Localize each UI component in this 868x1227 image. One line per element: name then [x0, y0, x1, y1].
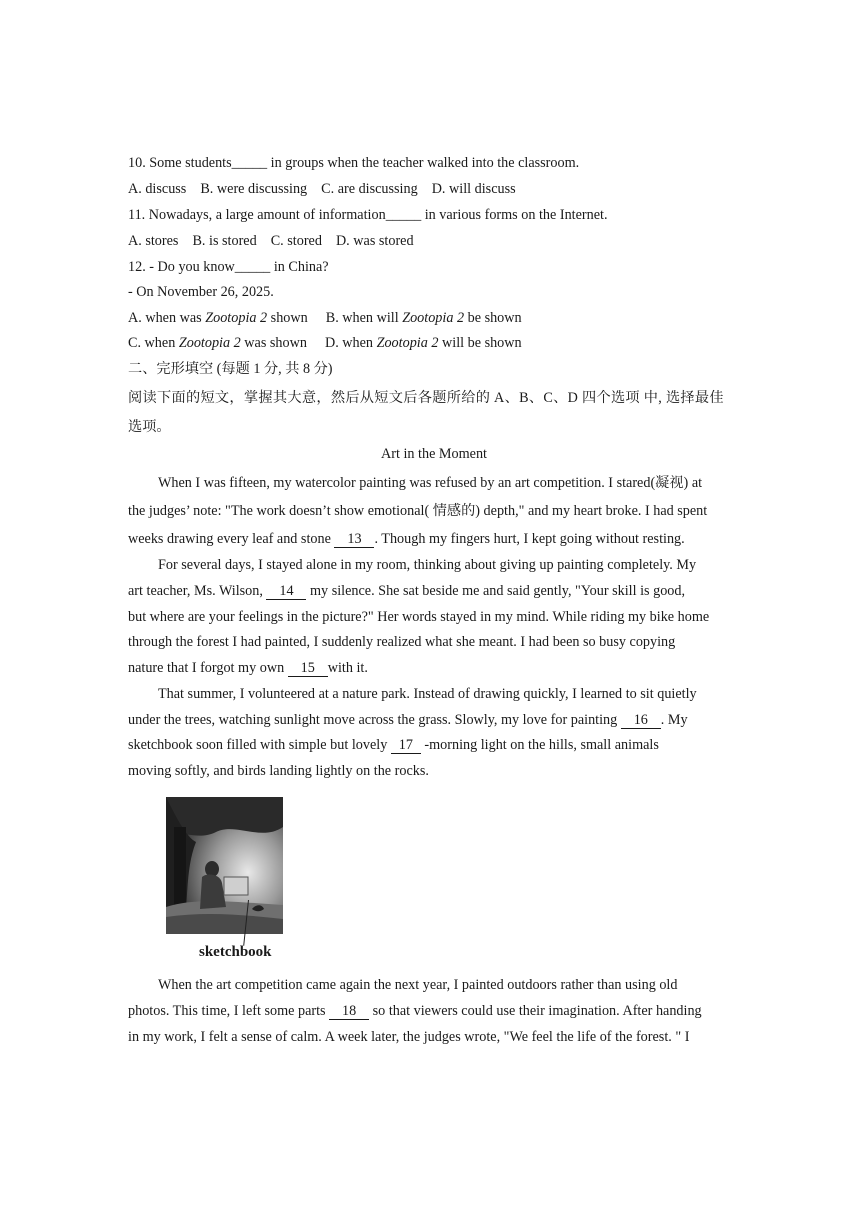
q11-option-b: B. is stored [192, 233, 257, 249]
passage-p4-line1: When the art competition came again the next year, I painted outdoors rather than using old [158, 977, 678, 993]
p3-line2-end: . My [660, 712, 688, 728]
passage-p1-line2: the judges’ note: "The work doesn’t show emotional( 情感的) depth," and my heart broke. I had spent [128, 503, 708, 519]
q12-option-d-movie: Zootopia 2 [376, 335, 439, 351]
q10-stem-end: in groups when the teacher walked into the classroom. [267, 155, 580, 171]
passage-p2-line5 [128, 658, 368, 678]
p4-line2-start: photos. This time, I left some parts [128, 1003, 330, 1019]
p1-line3-end: . Though my fingers hurt, I kept going without resting. [374, 531, 685, 547]
q11-option-c: C. stored [270, 233, 322, 249]
q11-option-d: D. was stored [335, 233, 414, 249]
question-11-options [128, 231, 428, 251]
q12-stem-start: 12. - Do you know [128, 259, 235, 275]
question-11-stem [128, 205, 608, 225]
q12-option-a-text2: shown [267, 310, 308, 326]
question-12-stem [128, 257, 329, 277]
passage-p2-line2 [128, 581, 685, 601]
question-10-options [128, 179, 530, 199]
passage-p1-line3 [128, 529, 685, 549]
passage-p3-line4: moving softly, and birds landing lightly on the rocks. [128, 763, 429, 779]
blank-16: 16 [621, 712, 661, 729]
p3-line3-end: -morning light on the hills, small animals [420, 737, 659, 753]
q10-blank: _____ [231, 155, 268, 171]
passage-p2-line1: For several days, I stayed alone in my room, thinking about giving up painting completely. My [158, 557, 697, 573]
passage-p2-line4: through the forest I had painted, I suddenly realized what she meant. I had been so busy copying [128, 634, 676, 650]
p3-line2-start: under the trees, watching sunlight move across the grass. Slowly, my love for painting [128, 712, 621, 728]
q12-option-d-text1: D. when [324, 335, 377, 351]
q10-option-a: A. discuss [128, 181, 187, 197]
passage-title: Art in the Moment [381, 446, 487, 462]
q11-stem-start: 11. Nowadays, a large amount of information [128, 207, 386, 223]
q12-option-a-text1: A. when was [128, 310, 206, 326]
q12-option-c-text2: was shown [240, 335, 307, 351]
question-12-options-cd [128, 333, 536, 353]
q12-option-d-text2: will be shown [438, 335, 522, 351]
q12-option-b-text2: be shown [464, 310, 522, 326]
q10-stem-start: 10. Some students [128, 155, 232, 171]
p1-line3-start: weeks drawing every leaf and stone [128, 531, 335, 547]
passage-p2-line3: but where are your feelings in the picture?" Her words stayed in my mind. While riding my bike home [128, 609, 710, 625]
q12-blank: _____ [234, 259, 271, 275]
q11-stem-end: in various forms on the Internet. [421, 207, 608, 223]
passage-p3-line3 [128, 735, 659, 755]
blank-14: 14 [266, 583, 306, 600]
blank-15: 15 [288, 660, 328, 677]
p3-line3-start: sketchbook soon filled with simple but lovely [128, 737, 391, 753]
q10-option-c: C. are discussing [321, 181, 418, 197]
section-instruction-line1: 阅读下面的短文，掌握其大意，然后从短文后各题所给的 A、B、C、D 四个选项 中, 选择最佳 [128, 390, 724, 406]
q12-option-a [128, 308, 308, 328]
q11-blank: _____ [385, 207, 422, 223]
q12-option-a-movie: Zootopia 2 [205, 310, 268, 326]
q12-option-c-movie: Zootopia 2 [178, 335, 241, 351]
blank-18: 18 [329, 1003, 369, 1020]
blank-17: 17 [391, 737, 421, 754]
p2-line2-start: art teacher, Ms. Wilson, [128, 583, 267, 599]
section-heading: 二、完形填空 (每题 1 分, 共 8 分) [128, 361, 333, 377]
passage-p4-line2 [128, 1001, 702, 1021]
question-10-stem [128, 153, 579, 173]
p4-line2-end: so that viewers could use their imagination. After handing [369, 1003, 702, 1019]
blank-13: 13 [334, 531, 374, 548]
q12-stem-end: in China? [270, 259, 329, 275]
p2-line2-end: my silence. She sat beside me and said gently, "Your skill is good, [306, 583, 686, 599]
q10-option-b: B. were discussing [200, 181, 308, 197]
q12-option-c-text1: C. when [128, 335, 179, 351]
p2-line5-start: nature that I forgot my own [128, 660, 288, 676]
girl-under-tree-image [166, 797, 283, 934]
q12-option-b [326, 308, 522, 328]
q12-option-c [128, 333, 307, 353]
figure-caption: sketchbook [199, 944, 272, 960]
q12-option-b-movie: Zootopia 2 [402, 310, 465, 326]
passage-p4-line3: in my work, I felt a sense of calm. A week later, the judges wrote, "We feel the life of the forest. " I [128, 1029, 690, 1045]
passage-p3-line1: That summer, I volunteered at a nature park. Instead of drawing quickly, I learned to sit quietly [158, 686, 697, 702]
q12-option-b-text1: B. when will [325, 310, 403, 326]
sketchbook-illustration [166, 797, 283, 934]
passage-p3-line2 [128, 710, 688, 730]
section-instruction-line2: 选项。 [128, 419, 171, 435]
passage-p1-line1: When I was fifteen, my watercolor painting was refused by an art competition. I stared(凝视) at [158, 475, 703, 491]
question-12-options-ab [128, 308, 536, 328]
q12-answer: - On November 26, 2025. [128, 284, 274, 300]
q12-option-d [325, 333, 522, 353]
q11-option-a: A. stores [128, 233, 179, 249]
q10-option-d: D. will discuss [431, 181, 516, 197]
p2-line5-end: with it. [327, 660, 368, 676]
